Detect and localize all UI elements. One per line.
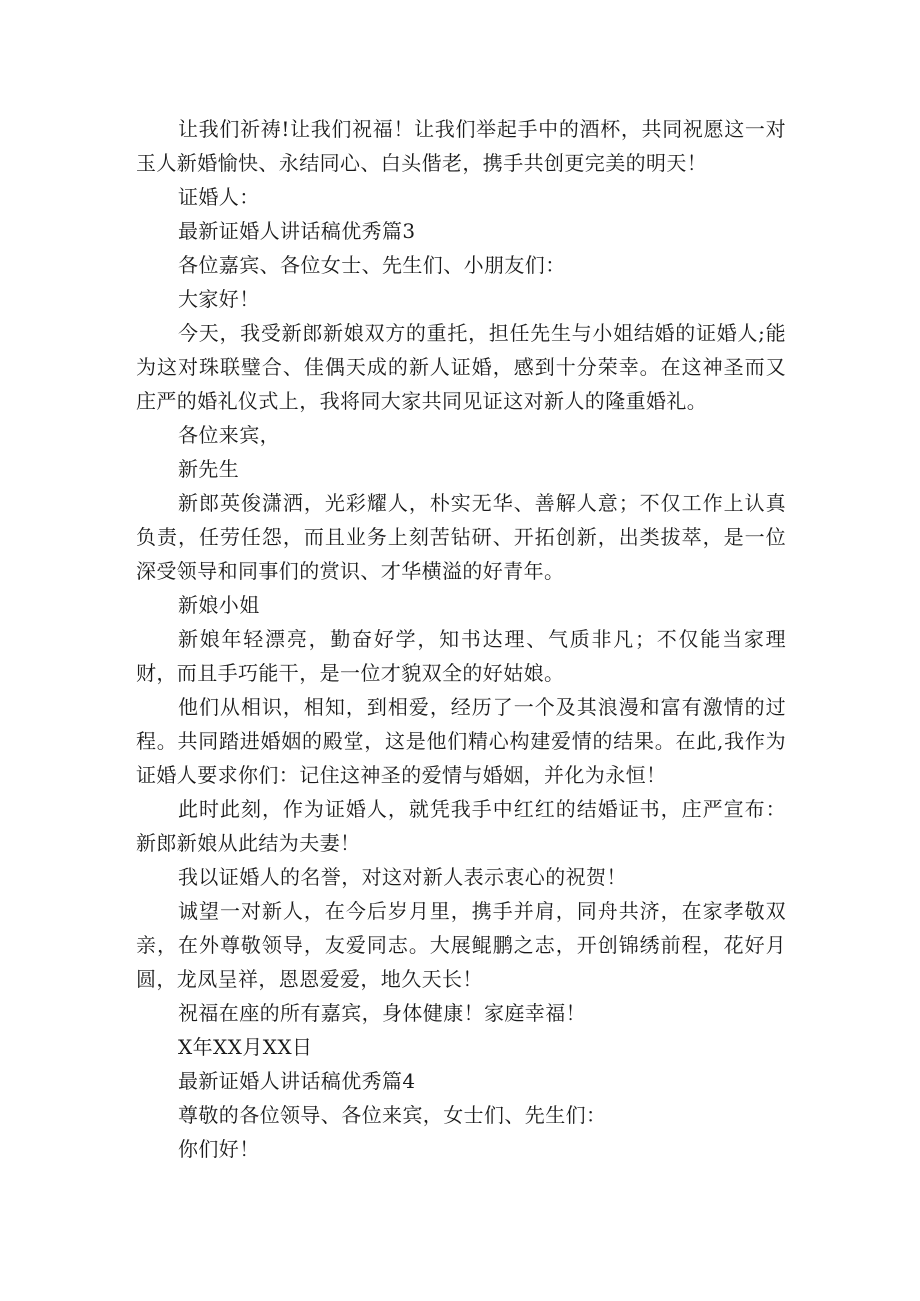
paragraph-declaration: 此时此刻，作为证婚人，就凭我手中红红的结婚证书，庄严宣布：新郎新娘从此结为夫妻！ [136,797,786,855]
paragraph-groom-label: 新先生 [178,457,240,481]
paragraph-guests: 各位来宾， [178,423,280,447]
paragraph-salutation-2: 尊敬的各位领导、各位来宾，女士们、先生们： [178,1103,607,1127]
paragraph-intro: 今天，我受新郎新娘双方的重托，担任先生与小姐结婚的证婚人;能为这对珠联璧合、佳偶天成的新人证婚，感到十分荣幸。在这神圣而又庄严的婚礼仪式上，我将同大家共同见证这对新人的隆重婚礼。 [136,321,786,413]
section-heading-4: 最新证婚人讲话稿优秀篇4 [178,1069,416,1093]
paragraph-bride-label: 新娘小姐 [178,593,260,617]
paragraph-toast: 让我们祈祷!让我们祝福！让我们举起手中的酒杯，共同祝愿这一对玉人新婚愉快、永结同心、白头偕老，携手共创更完美的明天！ [136,117,786,175]
paragraph-congrats: 我以证婚人的名誉，对这对新人表示衷心的祝贺！ [178,865,627,889]
paragraph-story: 他们从相识，相知，到相爱，经历了一个及其浪漫和富有激情的过程。共同踏进婚姻的殿堂，这是他们精心构建爱情的结果。在此,我作为证婚人要求你们：记住这神圣的爱情与婚姻，并化为永恒！ [136,695,786,787]
paragraph-greeting-2: 你们好！ [178,1137,260,1161]
paragraph-date: X年XX月XX日 [178,1035,313,1059]
paragraph-officiant-label: 证婚人： [178,185,260,209]
paragraph-bride: 新娘年轻漂亮，勤奋好学，知书达理、气质非凡；不仅能当家理财，而且手巧能干，是一位才貌双全的好姑娘。 [136,627,786,685]
paragraph-greeting: 大家好！ [178,287,260,311]
paragraph-salutation: 各位嘉宾、各位女士、先生们、小朋友们： [178,253,566,277]
paragraph-blessing: 祝福在座的所有嘉宾，身体健康！家庭幸福！ [178,1001,586,1025]
paragraph-groom: 新郎英俊潇洒，光彩耀人，朴实无华、善解人意；不仅工作上认真负责，任劳任怨，而且业务上刻苦钻研、开拓创新，出类拔萃，是一位深受领导和同事们的赏识、才华横溢的好青年。 [136,491,786,583]
paragraph-wishes: 诚望一对新人，在今后岁月里，携手并肩，同舟共济，在家孝敬双亲，在外尊敬领导，友爱同志。大展鲲鹏之志，开创锦绣前程，花好月圆，龙凤呈祥，恩恩爱爱，地久天长！ [136,899,786,991]
section-heading-3: 最新证婚人讲话稿优秀篇3 [178,219,416,243]
document-body [136,112,786,1166]
